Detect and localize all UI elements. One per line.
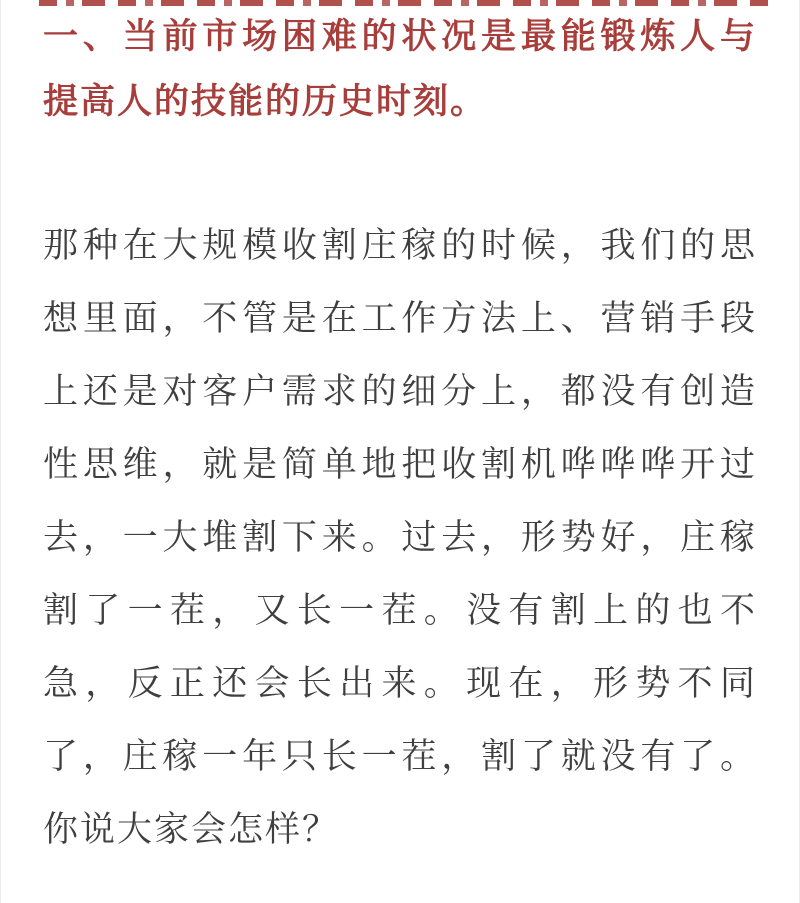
section-heading [43,4,757,134]
paragraph-line: 上还是对客户需求的细分上，都没有创造 [43,372,757,411]
paragraph-line: 想里面，不管是在工作方法上、营销手段 [43,299,757,338]
paragraph-line: 你说大家会怎样？ [43,810,340,849]
cropped-text-top-strip [39,0,773,6]
paragraph-line: 了，庄稼一年只长一茬，割了就没有了。 [43,737,757,776]
paragraph-line: 割了一茬，又长一茬。没有割上的也不 [43,591,757,630]
heading-line-1: 一、当前市场困难的状况是最能锻炼人与 [43,17,757,56]
paragraph-line: 性思维，就是简单地把收割机哗哗哗开过 [43,445,757,484]
body-paragraph [43,209,757,866]
heading-line-2: 提高人的技能的历史时刻。 [43,82,488,121]
paragraph-line: 急，反正还会长出来。现在，形势不同 [43,664,757,703]
paragraph-line: 去，一大堆割下来。过去，形势好，庄稼 [43,518,757,557]
paragraph-line: 那种在大规模收割庄稼的时候，我们的思 [43,226,757,265]
